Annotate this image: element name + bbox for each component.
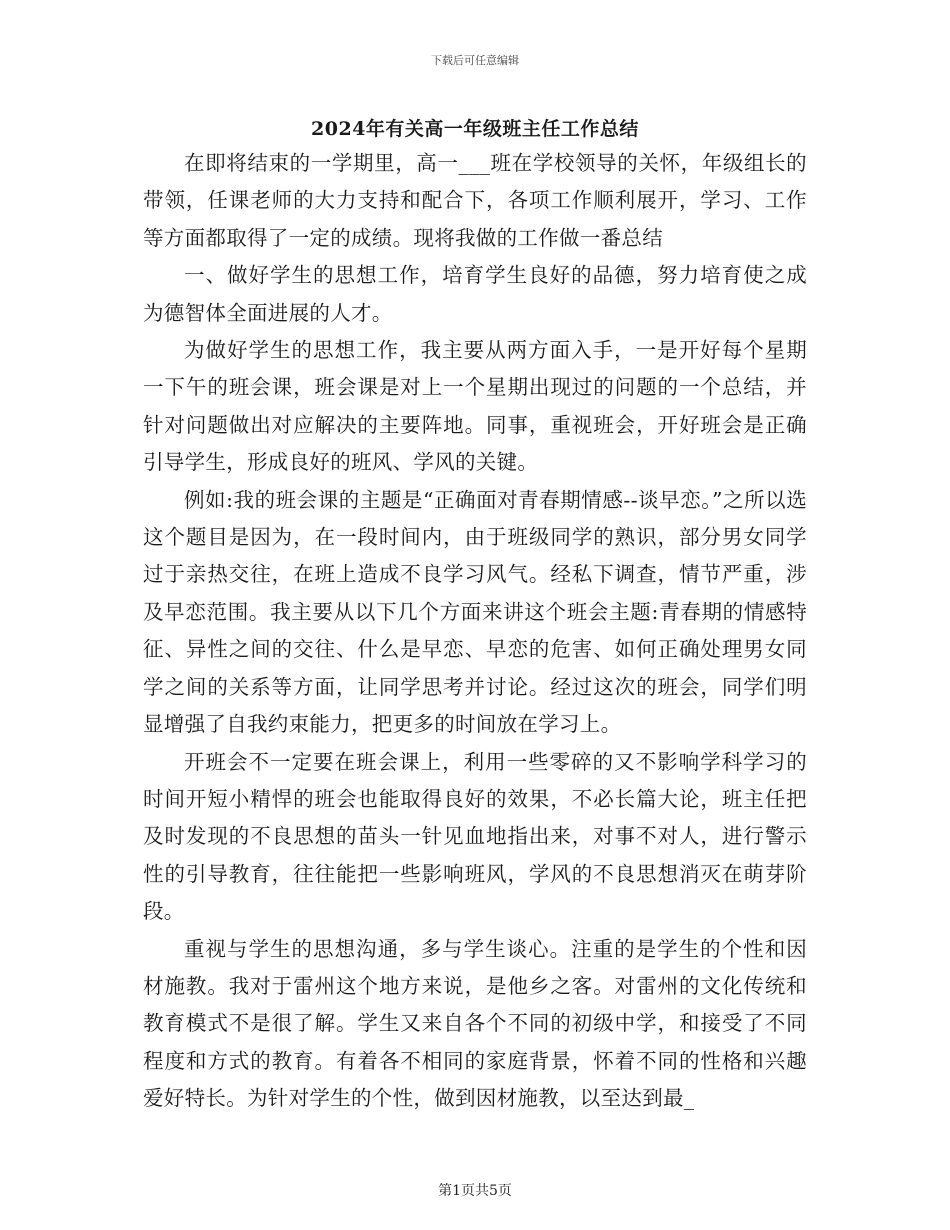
paragraph-intro: 在即将结束的一学期里，高一___班在学校领导的关怀，年级组长的带领，任课老师的大力支持和配合下，各项工作顺利展开，学习、工作等方面都取得了一定的成绩。现将我做的工作做一番总结 bbox=[143, 151, 807, 250]
paragraph-class-meeting: 为做好学生的思想工作，我主要从两方面入手，一是开好每个星期一下午的班会课，班会课是对上一个星期出现过的问题的一个总结，并针对问题做出对应解决的主要阵地。同事，重视班会，开好班会是正确引导学生，形成良好的班风、学风的关键。 bbox=[143, 338, 807, 475]
paragraph-example: 例如:我的班会课的主题是“正确面对青春期情感--谈早恋。”之所以选这个题目是因为，在一段时间内，由于班级同学的熟识，部分男女同学过于亲热交往，在班上造成不良学习风气。经私下调查，情节严重，涉及早恋范围。我主要从以下几个方面来讲这个班会主题:青春期的情感特征、异性之间的交往、什么是早恋、早恋的危害、如何正确处理男女同学之间的关系等方面，让同学思考并讨论。经过这次的班会，同学们明显增强了自我约束能力，把更多的时间放在学习上。 bbox=[143, 487, 807, 737]
paragraph-short-meetings: 开班会不一定要在班会课上，利用一些零碎的又不影响学科学习的时间开短小精悍的班会也能取得良好的效果，不必长篇大论，班主任把及时发现的不良思想的苗头一针见血地指出来，对事不对人，进行警示性的引导教育，往往能把一些影响班风，学风的不良思想消灭在萌芽阶段。 bbox=[143, 749, 807, 924]
document-body bbox=[143, 145, 807, 1118]
paragraph-section-1-heading: 一、做好学生的思想工作，培育学生良好的品德，努力培育使之成为德智体全面进展的人才。 bbox=[143, 263, 807, 325]
paragraph-communication: 重视与学生的思想沟通，多与学生谈心。注重的是学生的个性和因材施教。我对于雷州这个地方来说，是他乡之客。对雷州的文化传统和教育模式不是很了解。学生又来自各个不同的初级中学，和接受了不同程度和方式的教育。有着各不相同的家庭背景，怀着不同的性格和兴趣爱好特长。为针对学生的个性，做到因材施教，以至达到最_ bbox=[143, 936, 807, 1111]
document-title: 2024年有关高一年级班主任工作总结 bbox=[311, 118, 639, 140]
page-number: 第1页共5页 bbox=[438, 1183, 512, 1199]
download-note: 下载后可任意编辑 bbox=[431, 54, 519, 67]
